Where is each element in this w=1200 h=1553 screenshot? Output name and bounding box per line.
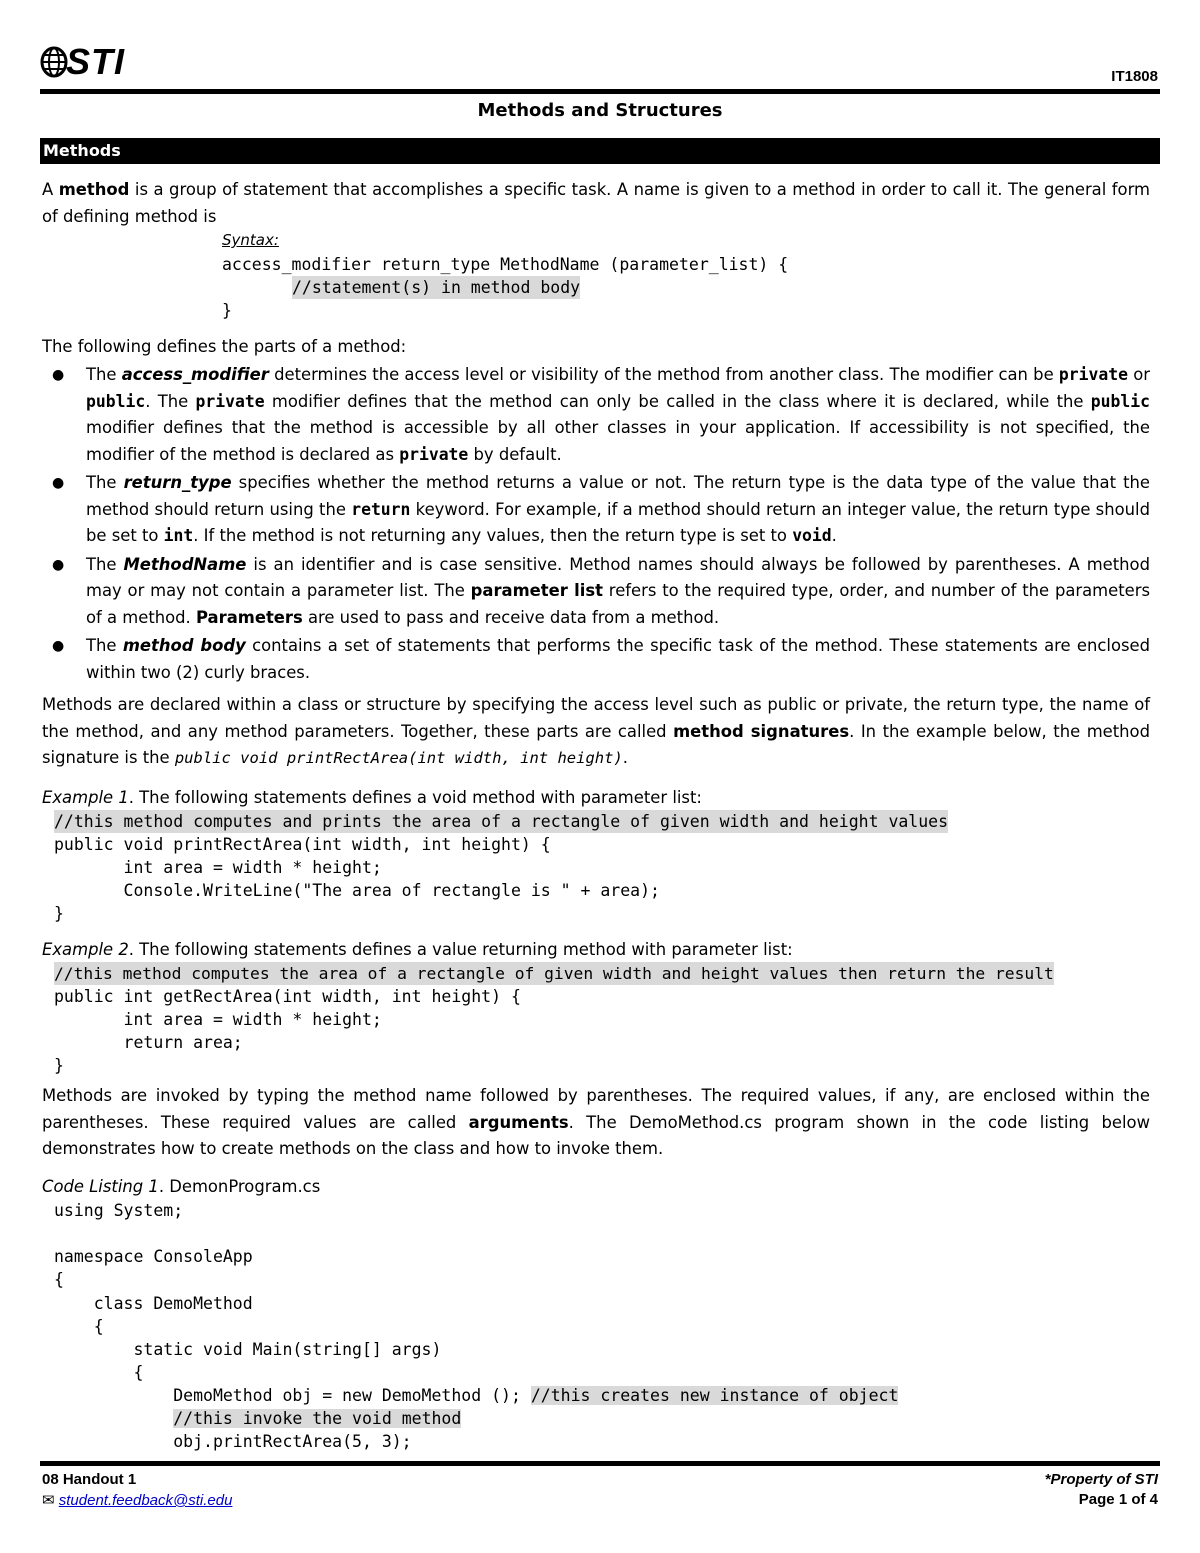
listing-line-10: //this invoke the void method <box>173 1409 462 1428</box>
syntax-line-2: //statement(s) in method body <box>292 278 581 297</box>
list-item: ● The access_modifier determines the access level or visibility of the method from another class. The modifier can be private or public. The private modifier defines that the method can only be called in the class where it is declared, while the public modifier defines that the method is accessible by all other classes in your application. If accessibility is not specified, the modifier of the method is declared as private by default. <box>52 365 1150 464</box>
course-code: IT1808 <box>1111 68 1158 85</box>
listing-line-1: using System; <box>54 1201 184 1220</box>
listing-line-3: namespace ConsoleApp <box>54 1247 253 1266</box>
parts-list <box>42 362 1150 686</box>
invoke-paragraph: Methods are invoked by typing the method name followed by parentheses. The required values, if any, are enclosed within the parentheses. These required values are called arguments. The DemoMethod.cs program shown in the code listing below demonstrates how to create methods on the class and how to invoke them. <box>42 1086 1150 1158</box>
list-item: ● The method body contains a set of statements that performs the specific task of the method. These statements are enclosed within two (2) curly braces. <box>52 636 1150 682</box>
property-label: *Property of STI <box>1044 1471 1158 1488</box>
listing-line-11: obj.printRectArea(5, 3); <box>54 1432 412 1451</box>
footer-rule <box>40 1461 1160 1466</box>
example-2-caption: Example 2. The following statements defines a value returning method with parameter list: <box>42 940 793 959</box>
example-1-line-3: int area = width * height; <box>54 858 382 877</box>
example-1-line-2: public void printRectArea(int width, int height) { <box>54 835 551 854</box>
listing-line-8: { <box>54 1363 144 1382</box>
footer-email-row <box>42 1491 232 1509</box>
listing-caption: Code Listing 1. DemonProgram.cs <box>42 1177 321 1196</box>
example-2-line-2: public int getRectArea(int width, int height) { <box>54 987 521 1006</box>
signature-paragraph: Methods are declared within a class or structure by specifying the access level such as public or private, the return type, the name of the method, and any method parameters. Together, these parts are called method signatures. In the example below, the method signature is the public void printRectArea(int width, int height). <box>42 695 1150 767</box>
feedback-email-link[interactable]: student.feedback@sti.edu <box>58 1492 233 1509</box>
listing-line-6: { <box>54 1317 104 1336</box>
example-2-line-3: int area = width * height; <box>54 1010 382 1029</box>
list-item: ● The return_type specifies whether the method returns a value or not. The return type is the data type of the value that the method should return using the return keyword. For example, if a method should return an integer value, the return type should be set to int. If the method is not returning any values, then the return type is set to void. <box>52 473 1150 545</box>
logo-text: STI <box>66 41 126 82</box>
example-2-line-1: //this method computes the area of a rectangle of given width and height values then return the result <box>54 964 1054 983</box>
header-rule <box>40 89 1160 94</box>
section-heading: Methods <box>40 138 1160 164</box>
listing-line-9: DemoMethod obj = new DemoMethod (); //this creates new instance of object <box>54 1386 899 1405</box>
handout-label: 08 Handout 1 <box>42 1471 137 1488</box>
listing-line-5: class DemoMethod <box>54 1294 253 1313</box>
intro-paragraph: A method is a group of statement that accomplishes a specific task. A name is given to a method in order to call it. The general form of defining method is <box>42 180 1150 226</box>
list-item: ● The MethodName is an identifier and is case sensitive. Method names should always be followed by parentheses. A method may or may not contain a parameter list. The parameter list refers to the required type, order, and number of the parameters of a method. Parameters are used to pass and receive data from a method. <box>52 554 1151 627</box>
parts-intro: The following defines the parts of a method: <box>42 337 407 356</box>
example-1-line-1: //this method computes and prints the area of a rectangle of given width and height values <box>54 812 949 831</box>
example-1-line-4: Console.WriteLine("The area of rectangle is " + area); <box>54 881 660 900</box>
listing-line-7: static void Main(string[] args) <box>54 1340 442 1359</box>
example-1-caption: Example 1. The following statements defines a void method with parameter list: <box>42 788 702 807</box>
listing-line-4: { <box>54 1270 64 1289</box>
page-title: Methods and Structures <box>477 100 723 121</box>
page-number: Page 1 of 4 <box>1078 1491 1158 1508</box>
syntax-line-1: access_modifier return_type MethodName (parameter_list) { <box>222 255 789 274</box>
envelope-icon: ✉ <box>42 1492 55 1509</box>
example-1-line-5: } <box>54 904 64 923</box>
example-2-line-4: return area; <box>54 1033 243 1052</box>
syntax-line-3: } <box>222 301 232 320</box>
example-2-line-5: } <box>54 1056 64 1075</box>
sti-logo <box>40 42 130 82</box>
syntax-label: Syntax: <box>222 231 279 249</box>
globe-icon <box>40 46 68 78</box>
